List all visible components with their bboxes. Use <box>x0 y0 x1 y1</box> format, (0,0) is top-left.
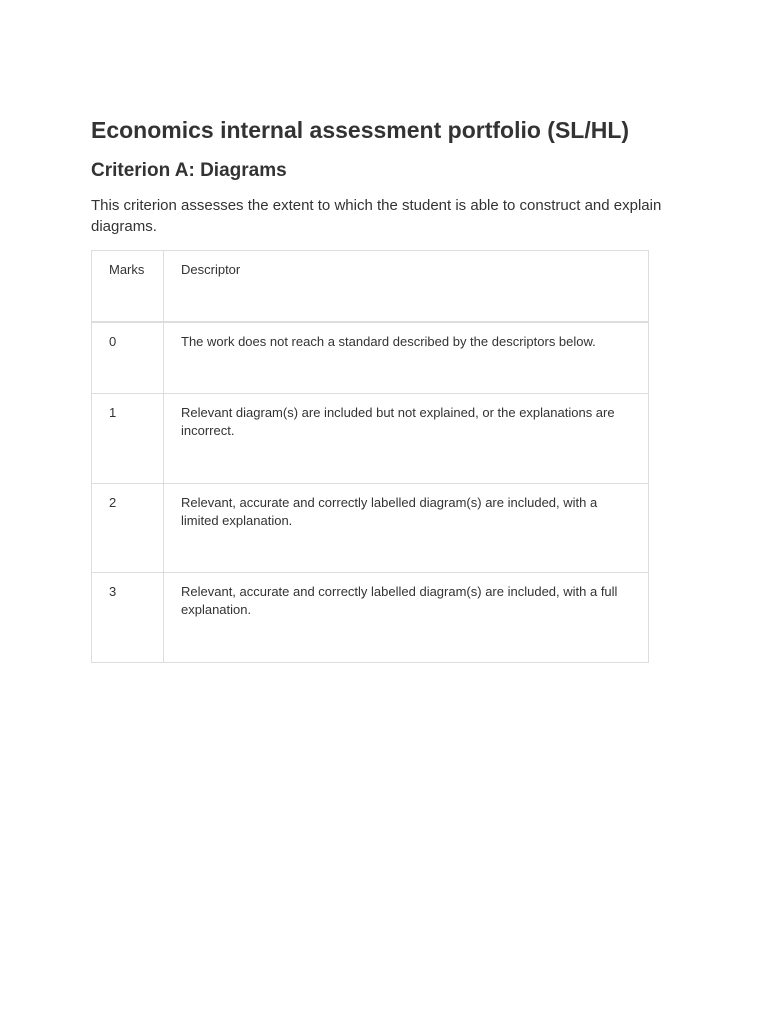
marks-descriptor-table <box>91 250 649 663</box>
page-title: Economics internal assessment portfolio (SL/HL) <box>91 117 630 143</box>
descriptor-cell: The work does not reach a standard described by the descriptors below. <box>164 322 649 394</box>
table-row <box>92 573 649 663</box>
table-header-row <box>92 251 649 322</box>
marks-cell: 1 <box>92 394 164 484</box>
marks-cell: 2 <box>92 484 164 573</box>
descriptor-cell: Relevant, accurate and correctly labelled diagram(s) are included, with a full explanation. <box>164 573 649 663</box>
descriptor-cell: Relevant diagram(s) are included but not explained, or the explanations are incorrect. <box>164 394 649 484</box>
marks-cell: 0 <box>92 322 164 394</box>
descriptor-cell: Relevant, accurate and correctly labelled diagram(s) are included, with a limited explanation. <box>164 484 649 573</box>
marks-column-header: Marks <box>92 251 164 322</box>
criterion-description: This criterion assesses the extent to which the student is able to construct and explain diagrams. <box>91 197 662 235</box>
descriptor-column-header: Descriptor <box>164 251 649 322</box>
document-page <box>91 114 681 663</box>
table-row <box>92 484 649 573</box>
criterion-heading: Criterion A: Diagrams <box>91 160 287 181</box>
marks-cell: 3 <box>92 573 164 663</box>
table-row <box>92 394 649 484</box>
table-row <box>92 322 649 394</box>
